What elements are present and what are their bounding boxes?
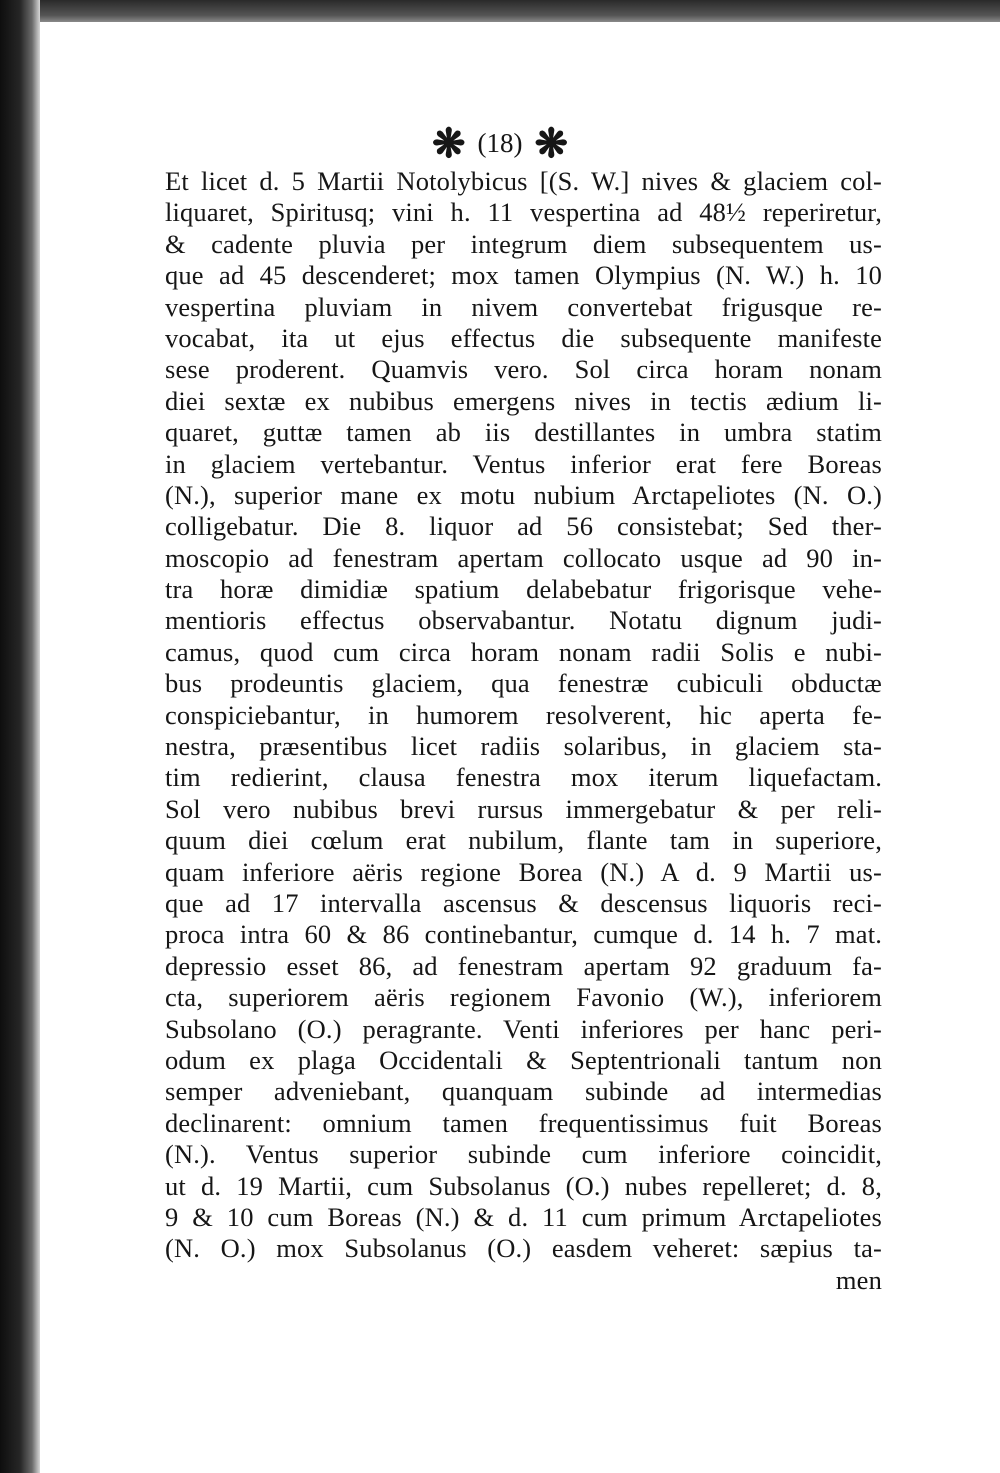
text-line: depressio esset 86, ad fenestram apertam 92 graduum fa-: [165, 950, 882, 981]
text-line: Subsolano (O.) peragrante. Venti inferiores per hanc peri-: [165, 1013, 882, 1044]
text-line: 9 & 10 cum Boreas (N.) & d. 11 cum primum Arctapeliotes: [165, 1201, 882, 1232]
text-line: mentioris effectus observabantur. Notatu dignum judi-: [165, 605, 882, 636]
text-line: (N.). Ventus superior subinde cum inferiore coincidit,: [165, 1139, 882, 1170]
page-header: [0, 120, 1000, 168]
text-line: tim redierint, clausa fenestra mox iterum liquefactam.: [165, 762, 882, 793]
left-ornament-icon: ❋: [431, 121, 466, 166]
text-line: quum diei cœlum erat nubilum, flante tam in superiore,: [165, 825, 882, 856]
text-line: semper adveniebant, quanquam subinde ad intermedias: [165, 1076, 882, 1107]
text-line: proca intra 60 & 86 continebantur, cumque d. 14 h. 7 mat.: [165, 919, 882, 950]
text-line: nestra, præsentibus licet radiis solaribus, in glaciem sta-: [165, 731, 882, 762]
text-line: moscopio ad fenestram apertam collocato usque ad 90 in-: [165, 542, 882, 573]
text-line: ut d. 19 Martii, cum Subsolanus (O.) nubes repelleret; d. 8,: [165, 1170, 882, 1201]
text-line: liquaret, Spiritusq; vini h. 11 vespertina ad 48½ reperiretur,: [165, 197, 882, 228]
text-line: cta, superiorem aëris regionem Favonio (W.), inferiorem: [165, 982, 882, 1013]
text-line: vespertina pluviam in nivem convertebat frigusque re-: [165, 291, 882, 322]
text-line: odum ex plaga Occidentali & Septentrionali tantum non: [165, 1044, 882, 1075]
text-line: colligebatur. Die 8. liquor ad 56 consistebat; Sed ther-: [165, 511, 882, 542]
text-line: sese proderent. Quamvis vero. Sol circa horam nonam: [165, 354, 882, 385]
text-line: bus prodeuntis glaciem, qua fenestræ cubiculi obductæ: [165, 668, 882, 699]
book-spine-shadow: [0, 0, 40, 1473]
page-number: (18): [477, 128, 523, 158]
text-line: declinarent: omnium tamen frequentissimus fuit Boreas: [165, 1107, 882, 1138]
text-line: Sol vero nubibus brevi rursus immergebatur & per reli-: [165, 793, 882, 824]
text-line: (N. O.) mox Subsolanus (O.) easdem veheret: sæpius ta-: [165, 1233, 882, 1264]
catchword: men: [835, 1264, 882, 1295]
text-line: Et licet d. 5 Martii Notolybicus [(S. W.] nives & glaciem col-: [165, 166, 882, 196]
text-line: (N.), superior mane ex motu nubium Arctapeliotes (N. O.): [165, 479, 882, 510]
right-ornament-icon: ❋: [534, 121, 568, 166]
text-line: & cadente pluvia per integrum diem subsequentem us-: [165, 228, 882, 259]
text-line: quaret, guttæ tamen ab iis destillantes in umbra statim: [165, 417, 882, 448]
text-line: diei sextæ ex nubibus emergens nives in tectis ædium li-: [165, 385, 882, 416]
text-line: conspiciebantur, in humorem resolverent, hic aperta fe-: [165, 699, 882, 730]
scan-top-edge: [0, 0, 1000, 22]
text-line: que ad 45 descenderet; mox tamen Olympius (N. W.) h. 10: [165, 260, 882, 291]
text-line: que ad 17 intervalla ascensus & descensus liquoris reci-: [165, 887, 882, 918]
text-line: quam inferiore aëris regione Borea (N.) A d. 9 Martii us-: [165, 856, 882, 887]
text-line: vocabat, ita ut ejus effectus die subsequente manifeste: [165, 322, 882, 353]
body-text: [165, 166, 882, 1296]
text-line: tra horæ dimidiæ spatium delabebatur frigorisque vehe-: [165, 574, 882, 605]
text-line: camus, quod cum circa horam nonam radii Solis e nubi-: [165, 636, 882, 667]
text-line: in glaciem vertebantur. Ventus inferior erat fere Boreas: [165, 448, 882, 479]
